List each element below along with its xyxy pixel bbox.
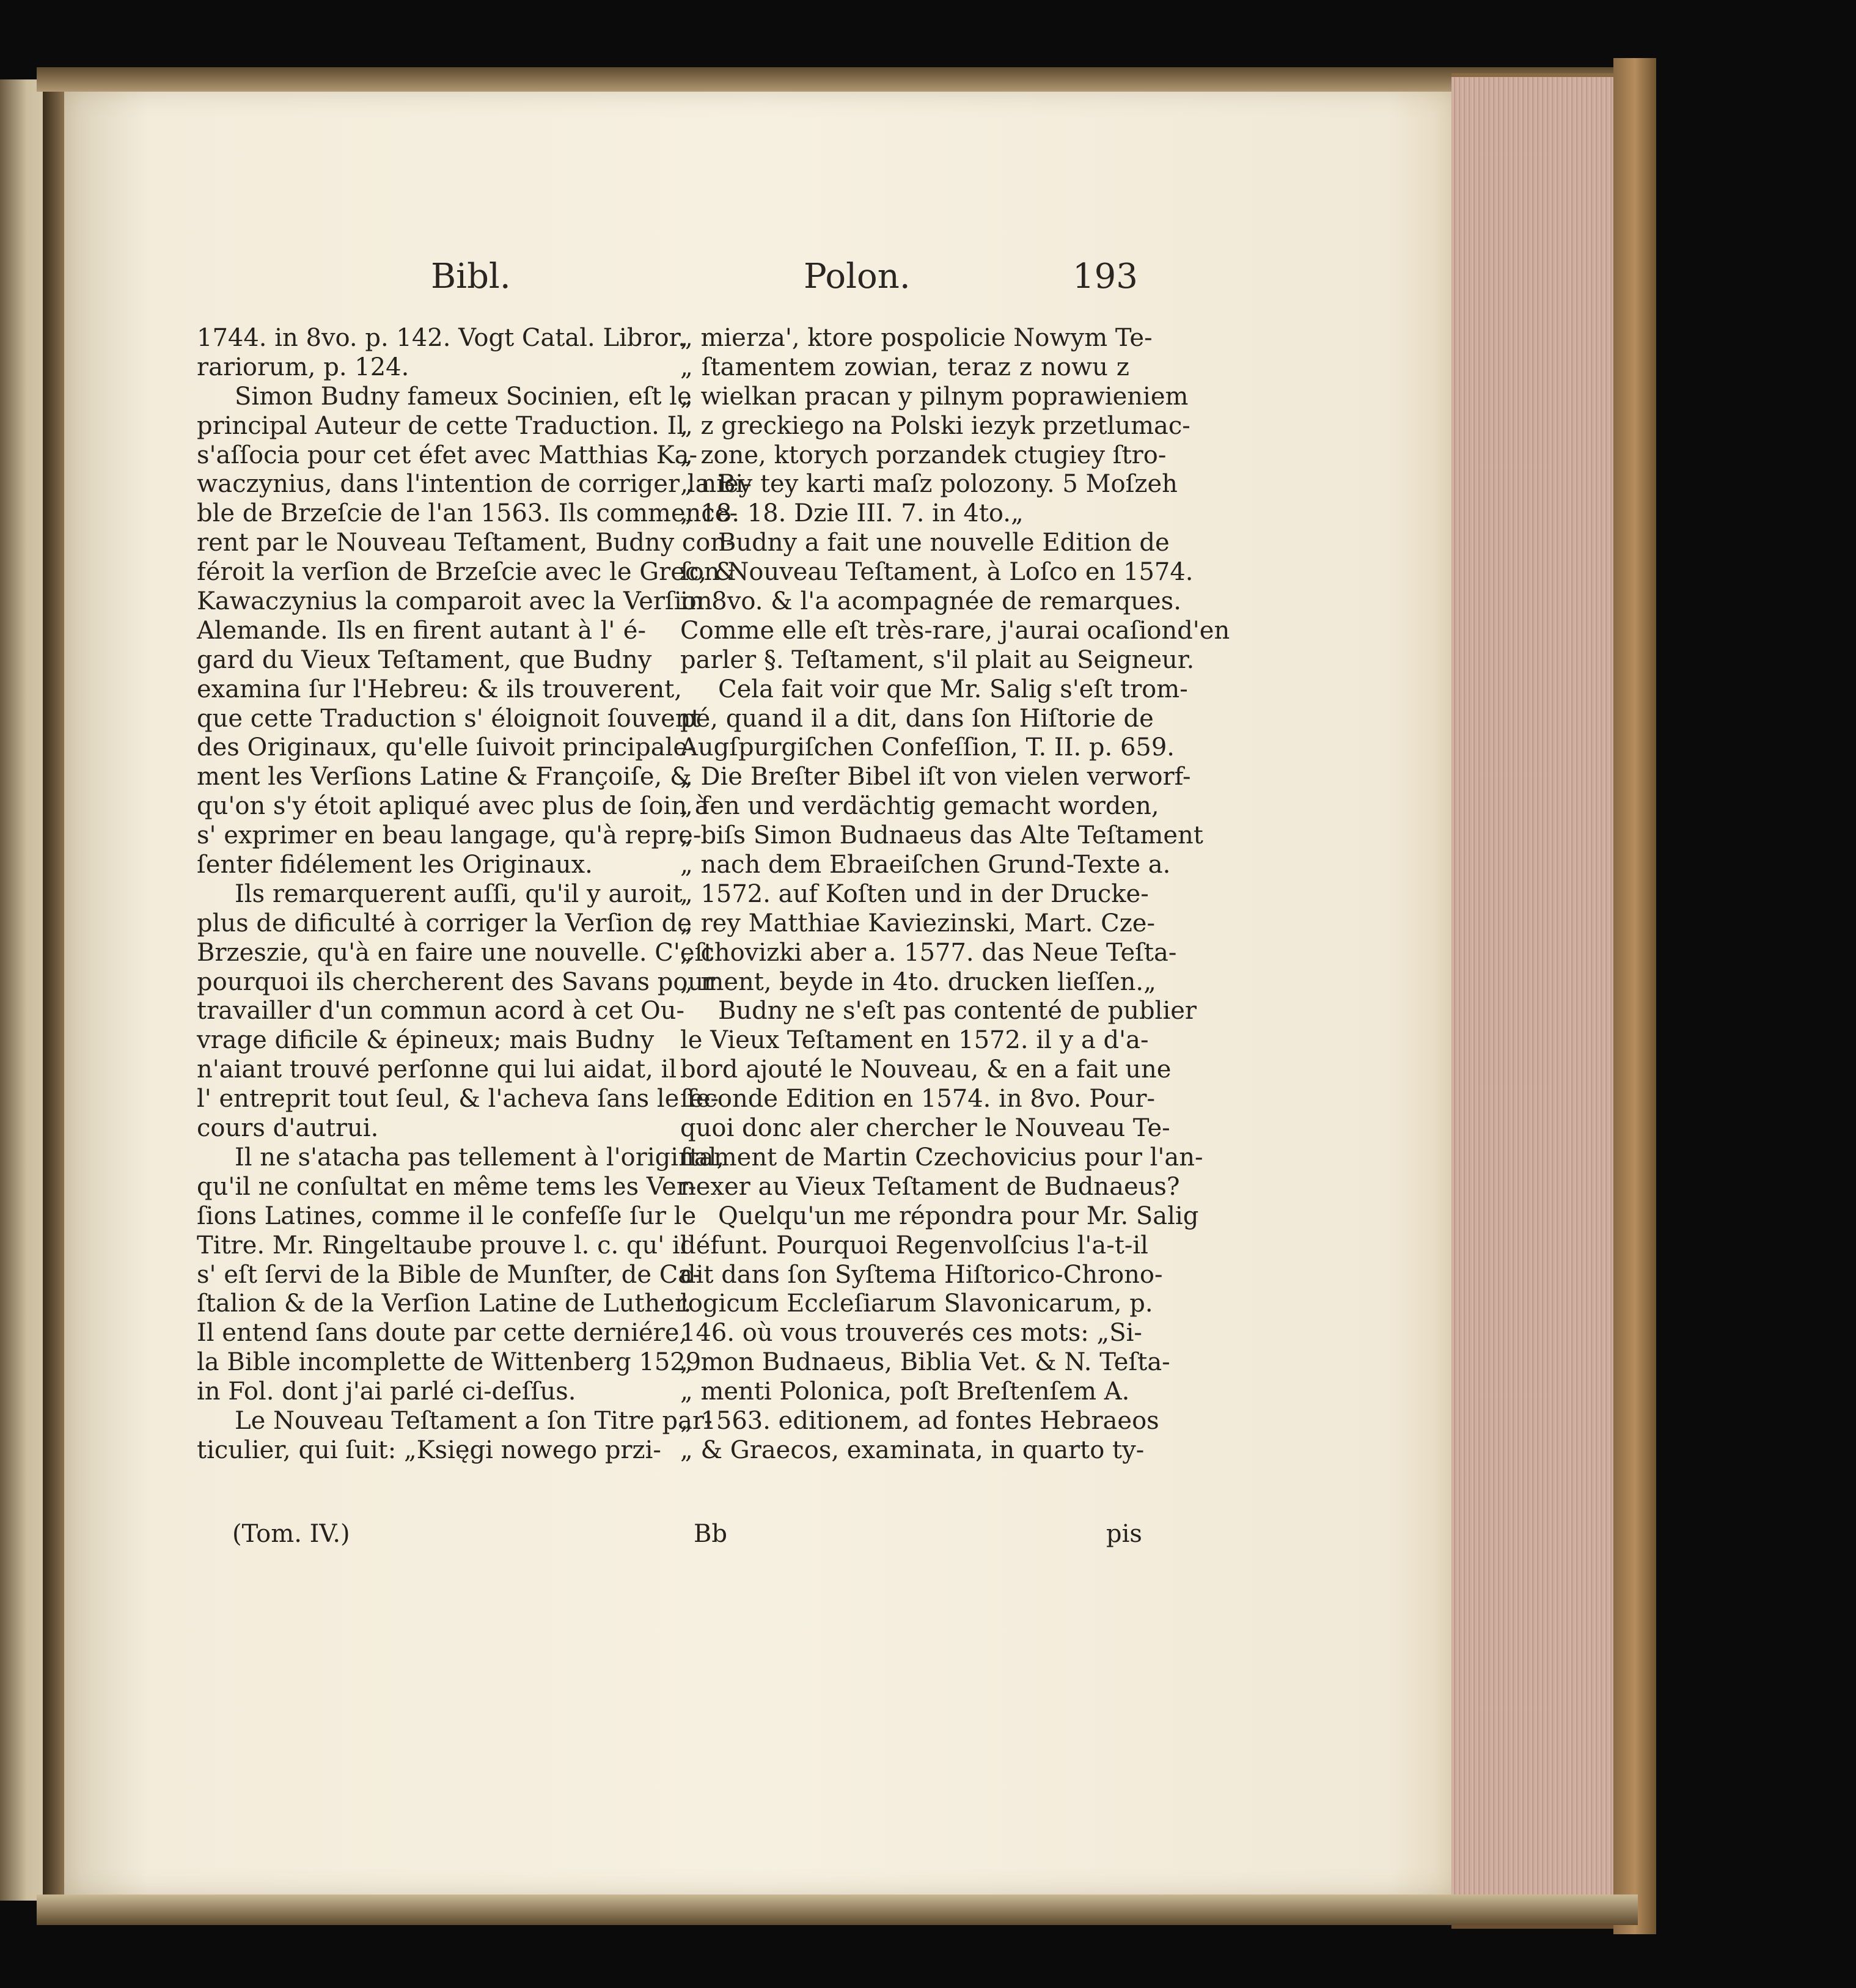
text-line: ſtalion & de la Verſion Latine de Luther.: [197, 1289, 692, 1318]
text-line: „ wielkan pracan y pilnym poprawieniem: [680, 382, 1189, 411]
text-line: „ niey tey karti maſz polozony. 5 Moſzeh: [680, 470, 1178, 499]
text-line: Simon Budny fameux Socinien, eſt le: [235, 382, 692, 411]
text-line: ſenter fidélement les Originaux.: [197, 851, 593, 879]
text-line: „ fen und verdächtig gemacht worden,: [680, 792, 1159, 821]
book-cover-edge: [1613, 58, 1656, 1934]
text-line: Ils remarquerent auſſi, qu'il y auroit: [235, 879, 683, 908]
text-line: l' entreprit tout ſeul, & l'acheva ſans le ſe-: [197, 1085, 719, 1113]
text-line: gard du Vieux Teſtament, que Budny: [197, 645, 652, 674]
catchword: pis: [1106, 1520, 1142, 1548]
text-line: logicum Eccleſiarum Slavonicarum, p.: [680, 1289, 1153, 1318]
text-line: le Vieux Teſtament en 1572. il y a d'a-: [680, 1026, 1149, 1055]
text-line: ſtament de Martin Czechovicius pour l'an-: [680, 1143, 1203, 1172]
text-line: „ ment, beyde in 4to. drucken lieſſen.„: [680, 967, 1156, 996]
text-line: ment les Verſions Latine & Françoiſe, &: [197, 763, 692, 791]
right-text-column: [680, 324, 1230, 1465]
text-line: ſeconde Edition en 1574. in 8vo. Pour-: [680, 1085, 1156, 1113]
text-line: waczynius, dans l'intention de corriger la Bi-: [197, 470, 752, 499]
text-line: qu'on s'y étoit apliqué avec plus de ſoin à: [197, 792, 710, 821]
text-line: ſon Nouveau Teſtament, à Loſco en 1574.: [680, 558, 1194, 587]
text-line: plus de dificulté à corriger la Verſion de: [197, 909, 692, 937]
text-line: „ mierza', ktore pospolicie Nowym Te-: [680, 324, 1153, 352]
text-line: ble de Brzeſcie de l'an 1563. Ils commence-: [197, 499, 738, 528]
text-line: travailler d'un commun acord à cet Ou-: [197, 997, 685, 1025]
text-line: cours d'autrui.: [197, 1114, 379, 1143]
running-head-center: Polon.: [804, 257, 911, 296]
text-line: Alemande. Ils en firent autant à l' é-: [197, 616, 646, 645]
text-line: Quelqu'un me répondra pour Mr. Salig: [718, 1201, 1199, 1230]
text-line: vrage dificile & épineux; mais Budny: [197, 1026, 655, 1055]
text-line: Kawaczynius la comparoit avec la Verſion: [197, 587, 713, 616]
text-line: „ ſtamentem zowian, teraz z nowu z: [680, 353, 1129, 381]
text-line: principal Auteur de cette Traduction. Il: [197, 411, 685, 440]
text-line: bord ajouté le Nouveau, & en a fait une: [680, 1055, 1172, 1084]
text-line: Titre. Mr. Ringeltaube prouve l. c. qu' il: [197, 1231, 688, 1260]
page-block-edge: [1451, 73, 1635, 1929]
text-line: in 8vo. & l'a acompagnée de remarques.: [680, 587, 1181, 616]
text-line: féroit la verſion de Brzeſcie avec le Grec, &: [197, 558, 736, 587]
text-line: n'aiant trouvé perſonne qui lui aidat, il: [197, 1055, 677, 1084]
text-line: „ zone, ktorych porzandek ctugiey ſtro-: [680, 441, 1167, 469]
text-line: ticulier, qui ſuit: „Księgi nowego przi-: [197, 1436, 661, 1464]
running-head-left: Bibl.: [431, 257, 511, 296]
text-line: „ biſs Simon Budnaeus das Alte Teſtament: [680, 821, 1203, 850]
text-line: rariorum, p. 124.: [197, 353, 409, 381]
text-line: „ rey Matthiae Kaviezinski, Mart. Cze-: [680, 909, 1155, 937]
text-line: parler §. Teſtament, s'il plait au Seigneur.: [680, 645, 1195, 674]
text-line: pé, quand il a dit, dans ſon Hiſtorie de: [680, 704, 1154, 733]
text-line: 1744. in 8vo. p. 142. Vogt Catal. Libror.: [197, 324, 686, 352]
text-line: Brzeszie, qu'à en faire une nouvelle. C'eſt: [197, 938, 714, 967]
book-top-edge: [37, 67, 1626, 92]
left-text-column: [197, 324, 752, 1465]
text-line: Budny ne s'eſt pas contenté de publier: [718, 997, 1197, 1025]
text-line: s' eſt ſervi de la Bible de Munſter, de Ca-: [197, 1260, 701, 1289]
text-line: s'aſſocia pour cet éfet avec Matthias Ka-: [197, 441, 697, 469]
text-line: „ nach dem Ebraeiſchen Grund-Texte a.: [680, 851, 1171, 879]
text-line: in Fol. dont j'ai parlé ci-deſſus.: [197, 1377, 576, 1406]
text-line: Cela fait voir que Mr. Salig s'eſt trom-: [718, 675, 1188, 703]
text-line: quoi donc aler chercher le Nouveau Te-: [680, 1114, 1170, 1143]
text-line: que cette Traduction s' éloignoit ſouvent: [197, 704, 701, 733]
page-number: 193: [1073, 257, 1138, 296]
running-head: [64, 257, 1458, 306]
text-line: pourquoi ils chercherent des Savans pour: [197, 967, 716, 996]
text-line: Le Nouveau Teſtament a ſon Titre par-: [235, 1406, 713, 1435]
text-line: „ z greckiego na Polski iezyk przetlumac-: [680, 411, 1190, 440]
text-line: qu'il ne conſultat en même tems les Ver-: [197, 1172, 697, 1201]
text-line: nexer au Vieux Teſtament de Budnaeus?: [680, 1172, 1180, 1201]
text-line: Il ne s'atacha pas tellement à l'original,: [235, 1143, 725, 1172]
text-line: „ mon Budnaeus, Biblia Vet. & N. Teſta-: [680, 1348, 1170, 1377]
text-line: „ chovizki aber a. 1577. das Neue Teſta-: [680, 938, 1177, 967]
text-line: „ & Graecos, examinata, in quarto ty-: [680, 1436, 1145, 1464]
text-line: dit dans ſon Syſtema Hiſtorico-Chrono-: [680, 1260, 1163, 1289]
text-line: Il entend ſans doute par cette derniére,: [197, 1319, 688, 1348]
text-line: „ Die Breſter Bibel iſt von vielen verworf-: [680, 763, 1191, 791]
text-line: „ 1572. auf Koſten und in der Drucke-: [680, 879, 1149, 908]
book-bottom-edge: [37, 1894, 1638, 1925]
text-line: Budny a fait une nouvelle Edition de: [718, 529, 1170, 557]
text-line: examina ſur l'Hebreu: & ils trouverent,: [197, 675, 683, 703]
text-line: „ menti Polonica, poſt Breſtenſem A.: [680, 1377, 1130, 1406]
signature-mark: Bb: [694, 1520, 727, 1548]
text-line: 146. où vous trouverés ces mots: „Si-: [680, 1319, 1142, 1348]
text-line: Augſpurgiſchen Confeſſion, T. II. p. 659.: [680, 733, 1175, 762]
text-line: rent par le Nouveau Teſtament, Budny con-: [197, 529, 735, 557]
text-line: „ 18. 18. Dzie III. 7. in 4to.„: [680, 499, 1024, 528]
text-line: la Bible incomplette de Wittenberg 1529.: [197, 1348, 709, 1377]
text-line: des Originaux, qu'elle ſuivoit principale-: [197, 733, 696, 762]
text-line: „ 1563. editionem, ad fontes Hebraeos: [680, 1406, 1159, 1435]
text-line: ſions Latines, comme il le confeſſe ſur le: [197, 1201, 697, 1230]
text-line: défunt. Pourquoi Regenvolſcius l'a-t-il: [680, 1231, 1148, 1260]
volume-mark: (Tom. IV.): [232, 1520, 350, 1548]
text-line: s' exprimer en beau langage, qu'à repre-: [197, 821, 702, 850]
text-line: Comme elle eſt très-rare, j'aurai ocaſiond'en: [680, 616, 1230, 645]
